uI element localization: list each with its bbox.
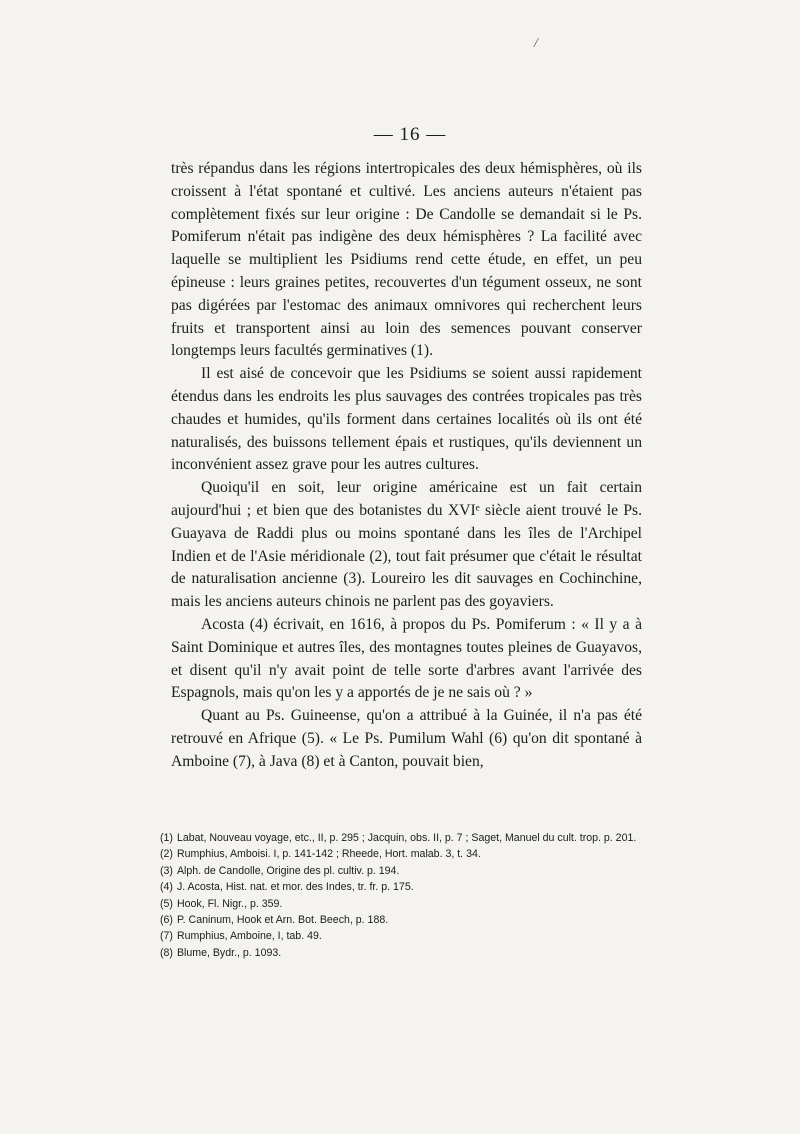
body-text [171, 158, 642, 774]
footnote: (6) P. Caninum, Hook et Arn. Bot. Beech, p. 188. [160, 914, 389, 927]
footnote: (4) J. Acosta, Hist. nat. et mor. des Indes, tr. fr. p. 175. [160, 881, 414, 894]
footnote: (1) Labat, Nouveau voyage, etc., II, p. 295 ; Jacquin, obs. II, p. 7 ; Saget, Manuel du cult. trop. p. 201. [160, 832, 637, 844]
footnote: (8) Blume, Bydr., p. 1093. [160, 946, 282, 959]
footnote: (7) Rumphius, Amboine, I, tab. 49. [160, 930, 322, 943]
paragraph: Quant au Ps. Guineense, qu'on a attribué à la Guinée, il n'a pas été retrouvé en Afrique (5). « Le Ps. Pumilum Wahl (6) qu'on dit spontané à Amboine (7), à Java (8) et à Canton, pouvait bien, [171, 707, 642, 770]
paragraph: Il est aisé de concevoir que les Psidiums se soient aussi rapidement étendus dans les endroits les plus sauvages des contrées tropicales pas très chaudes et humides, qu'ils forment dans certaines localités où ils ont été naturalisés, des buissons tellement épais et rustiques, qu'ils deviennent un inconvénient assez grave pour les autres cultures. [171, 365, 642, 474]
footnote: (3) Alph. de Candolle, Origine des pl. cultiv. p. 194. [160, 864, 400, 877]
footnotes [160, 830, 650, 961]
paragraph: très répandus dans les régions intertropicales des deux hémisphères, où ils croissent à l'état spontané et cultivé. Les anciens auteurs n'étaient pas complètement fixés sur leur origine : De Candolle se demandait si le Ps. Pomiferum n'était pas indigène des deux hémisphères ? La facilité avec laquelle se multiplient les Psidiums rend cette étude, en effet, un peu épineuse : leurs graines petites, recouvertes d'un tégument osseux, ne sont pas digérées par l'estomac des animaux omnivores qui recherchent leurs fruits et transportent ainsi au loin des semences pouvant conserver longtemps leurs facultés germinatives (1). [171, 160, 642, 360]
footnote: (5) Hook, Fl. Nigr., p. 359. [160, 897, 283, 910]
footnote: (2) Rumphius, Amboisi. I, p. 141-142 ; Rheede, Hort. malab. 3, t. 34. [160, 848, 481, 861]
margin-mark: / [534, 36, 538, 51]
paragraph: Acosta (4) écrivait, en 1616, à propos du Ps. Pomiferum : « Il y a à Saint Dominique et autres îles, des montagnes toutes pleines de Guayavos, et disent qu'il n'y avait point de telle sorte d'arbres avant l'arrivée des Espagnols, mais qu'on les y a apportés de je ne sais où ? » [171, 615, 642, 702]
page-number: — 16 — [373, 124, 447, 145]
paragraph: Quoiqu'il en soit, leur origine américaine est un fait certain aujourd'hui ; et bien que des botanistes du XVIᵉ siècle aient trouvé le Ps. Guayava de Raddi plus ou moins spontané dans les îles de l'Archipel Indien et de l'Asie méridionale (2), tout fait présumer que c'était le résultat de naturalisation ancienne (3). Loureiro les dit sauvages en Cochinchine, mais les anciens auteurs chinois ne parlent pas des goyaviers. [171, 479, 642, 611]
